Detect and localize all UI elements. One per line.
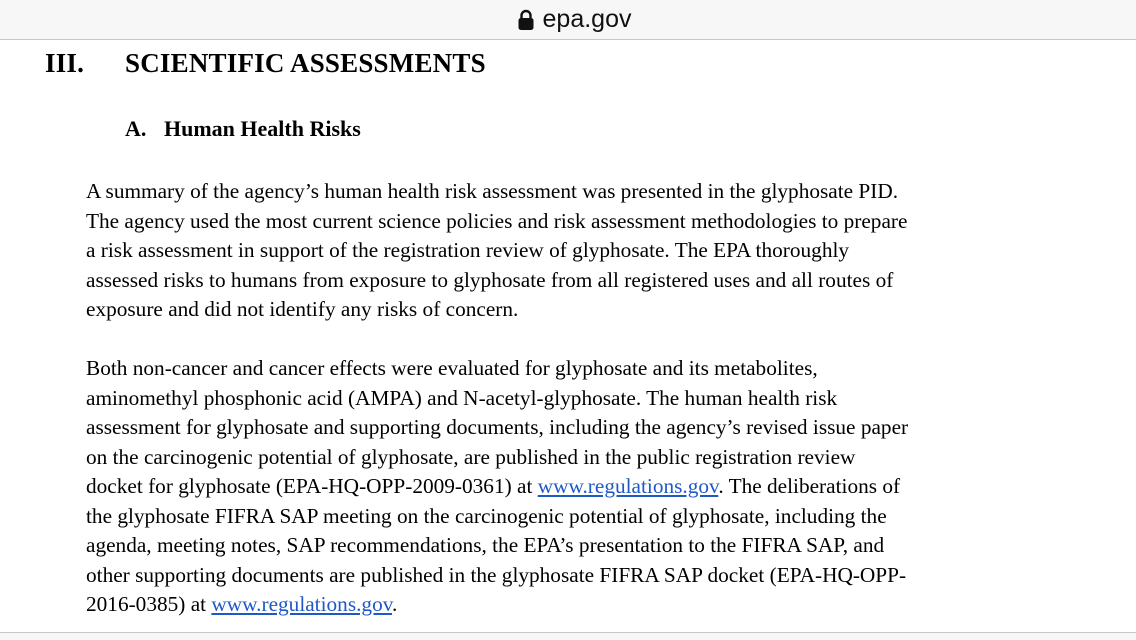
paragraph-line [86, 472, 1086, 502]
subsection-title: Human Health Risks [164, 116, 361, 141]
section-title: SCIENTIFIC ASSESSMENTS [125, 48, 486, 78]
paragraph-line [86, 590, 1086, 620]
paragraph-line: assessment for glyphosate and supporting documents, including the agency’s revised issue paper [86, 415, 909, 439]
regulations-gov-link[interactable]: www.regulations.gov [537, 474, 719, 498]
paragraph-line: agenda, meeting notes, SAP recommendations, the EPA’s presentation to the FIFRA SAP, and [86, 533, 885, 557]
text-segment: . The deliberations of [718, 474, 901, 498]
paragraph-line: other supporting documents are published in the glyphosate FIFRA SAP docket (EPA-HQ-OPP- [86, 562, 907, 587]
paragraph-line: The agency used the most current science policies and risk assessment methodologies to prepare [86, 208, 908, 233]
paragraph-line: A summary of the agency’s human health risk assessment was presented in the glyphosate PID. [86, 179, 899, 203]
paragraph-line: on the carcinogenic potential of glyphosate, are published in the public registration review [86, 444, 856, 469]
text-segment: 2016-0385) at [86, 592, 212, 616]
document-page [0, 40, 1136, 632]
paragraph-summary [86, 177, 1086, 325]
paragraph-line: exposure and did not identify any risks of concern. [86, 297, 519, 321]
lock-icon [517, 9, 535, 31]
subsection-heading [125, 116, 361, 142]
text-segment: . [392, 592, 398, 616]
url-display[interactable] [517, 5, 632, 34]
url-text: epa.gov [542, 5, 632, 33]
paragraph-effects [86, 354, 1086, 620]
paragraph-line: a risk assessment in support of the registration review of glyphosate. The EPA thoroughly [86, 238, 850, 262]
paragraph-line: the glyphosate FIFRA SAP meeting on the carcinogenic potential of glyphosate, including the [86, 503, 887, 528]
bottom-toolbar-edge [0, 632, 1136, 640]
text-segment: docket for glyphosate (EPA-HQ-OPP-2009-0361) at [86, 474, 538, 498]
paragraph-line: aminomethyl phosphonic acid (AMPA) and N-acetyl-glyphosate. The human health risk [86, 385, 838, 410]
browser-address-bar[interactable] [0, 0, 1136, 40]
section-number: III. [45, 48, 85, 78]
subsection-letter: A. [125, 116, 147, 141]
section-heading [45, 48, 486, 79]
regulations-gov-link[interactable]: www.regulations.gov [211, 592, 392, 616]
paragraph-line: assessed risks to humans from exposure to glyphosate from all registered uses and all routes of [86, 267, 894, 292]
paragraph-line: Both non-cancer and cancer effects were evaluated for glyphosate and its metabolites, [86, 356, 818, 380]
